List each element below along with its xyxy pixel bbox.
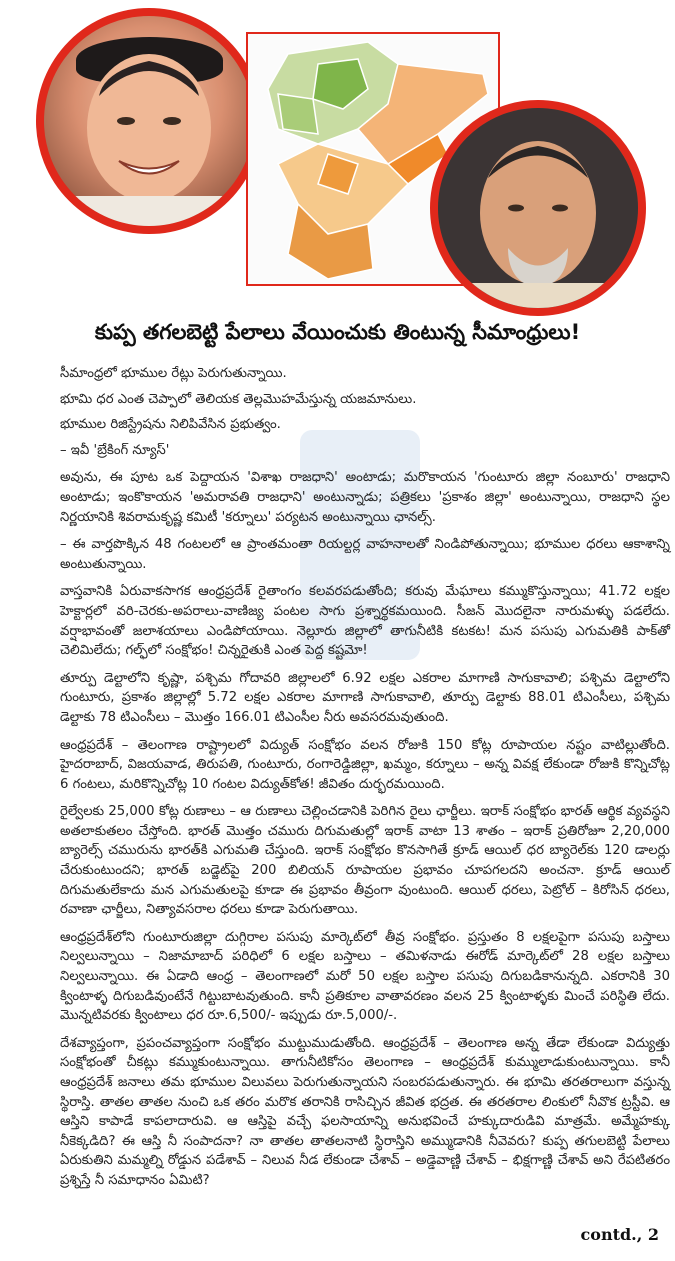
article-paragraph: వాస్తవానికి ఏరువాకసాగక ఆంధ్రప్రదేశ్ రైతాంగం కలవరపడుతోంది; కరువు మేఘాలు కమ్ముకొస్తున్నాయి; 41.72 లక్షల హెక్టార్లలో వరి-చెరకు-అపరాలు-వాణిజ్య పంటల సాగు ప్రశ్నార్థకమయింది. సీజన్ మొదలైనా నారుమళ్ళు పడలేదు. వర్షాభావంతో జలాశయాలు ఎండిపోయాయి. నెల్లూరు జిల్లాలో తాగునీటికి కటకట! మన పసుపు ఎగుమతికి పాక్‌తో చెలిమిలేదు; గల్ఫ్‌లో సంక్షోభం! చిన్నరైతుకి ఎంత పెద్ద కష్టమో!: [60, 584, 670, 659]
cbn-portrait: [430, 100, 646, 316]
article-paragraph: ఆంధ్రప్రదేశ్‌లోని గుంటూరుజిల్లా దుగ్గిరాల పసుపు మార్కెట్‌లో తీవ్ర సంక్షోభం. ప్రస్తుతం 8 లక్షలపైగా పసుపు బస్తాలు నిల్వలున్నాయి – నిజామాబాద్ పరిధిలో 6 లక్షల బస్తాలు – తమిళనాడు ఈరోడ్ మార్కెట్‌లో 28 లక్షల బస్తాలు నిల్వలున్నాయి. ఈ ఏడాది ఆంధ్ర – తెలంగాణలో మరో 50 లక్షల బస్తాల పసుపు దిగుబడికానున్నది. ఎకరానికి 30 క్వింటాళ్ళ దిగుబడివుంటేనే గిట్టుబాటవుతుంది. కానీ ప్రతికూల వాతావరణం వలన 25 క్వింటాళ్ళకు మించే పరిస్థితి లేదు. మొన్నటివరకు క్వింటాలు ధర రూ.6,500/- ఇప్పుడు రూ.5,000/-.: [60, 929, 670, 1024]
intro-line: భూముల రిజిస్ట్రేషను నిలిపివేసిన ప్రభుత్వం.: [60, 417, 281, 433]
article-paragraph: – ఈ వార్తపొక్కిన 48 గంటలలో ఆ ప్రాంతమంతా రియల్టర్ల వాహనాలతో నిండిపోతున్నాయి; భూముల ధరలు ఆకాశాన్ని అంటుతున్నాయి.: [60, 537, 670, 572]
intro-line: సీమాంధ్రలో భూముల రేట్లు పెరుగుతున్నాయి.: [60, 366, 287, 381]
article-paragraph: దేశవ్యాప్తంగా, ప్రపంచవ్యాప్తంగా సంక్షోభం ముట్టుముడుతోంది. ఆంధ్రప్రదేశ్ – తెలంగాణ అన్న తేడా లేకుండా విద్యుత్తు సంక్షోభంతో చీకట్లు కమ్ముకుంటున్నాయి. తాగునీటికోసం తెలంగాణ – ఆంధ్రప్రదేశ్ కుమ్ములాడుకుంటున్నాయి. కానీ ఆంధ్రప్రదేశ్ జనాలు తమ భూముల విలువలు పెరుగుతున్నాయని సంబరపడుతున్నారు. ఈ భూమి తరతరాలుగా వస్తున్న స్థిరాస్తి. తాతల తాతల నుంచి ఒక తరం మరొక తరానికి రాసిచ్చిన జీవిత భద్రత. ఈ తరతరాల లింకులో నీవొక ట్రస్టీవి. ఆ ఆస్తిని కాపాడే కాపలాదారువి. ఆ ఆస్తిపై వచ్చే ఫలసాయాన్ని అనుభవించే హక్కుదారుడివి మాత్రమే. అమ్మేహక్కు నీకెక్కడిది? ఈ ఆస్తి నీ సంపాదనా? నా తాతల తాతలనాటి స్థిరాస్తిని అమ్ముడానికి నీవెవరు? కుప్ప తగులబెట్టి పేలాలు ఏరుకుతిని మమ్మల్ని రోడ్డున పడేశావ్ – నిలువ నీడ లేకుండా చేశావ్ – అడ్డెవాణ్ణి చేశావ్ – భిక్షగాణ్ణి చేశావ్ అని రేపటితరం ప్రశ్నిస్తే నీ సమాధానం ఏమిటి?: [60, 1035, 670, 1188]
article-body: [60, 364, 670, 1199]
hero-image-collage: [0, 0, 675, 300]
article-paragraph: రైల్వేలకు 25,000 కోట్ల రుణాలు – ఆ రుణాలు చెల్లించడానికి పెరిగిన రైలు ఛార్జీలు. ఇరాక్ సంక్షోభం భారత్ ఆర్థిక వ్యవస్థని అతలాకుతలం చేస్తోంది. భారత్ మొత్తం చమురు దిగుమతుల్లో ఇరాక్ వాటా 13 శాతం – ఇరాక్ ప్రతిరోజూ 2,20,000 బ్యారెల్స్ చమురును భారత్‌కి ఎగుమతి చేస్తుంది. ఇరాక్ సంక్షోభం కొనసాగితే క్రూడ్ ఆయిల్ ధర బ్యారెల్‌కు 120 డాలర్లు చేరుకుంటుందని; భారత్ బడ్జెట్‌పై 200 బిలియన్ రూపాయల ప్రభావం చూపగలదని అంచనా. క్రూడ్ ఆయిల్ దిగుమతులేకాదు మన ఎగుమతులపై కూడా ఈ ప్రభావం తీవ్రంగా వుంటుంది. ఆయిల్ ధరలు, పెట్రోల్ – కిరోసిన్ ధరలు, రవాణా ఛార్జీలు, నిత్యావసరాల ధరలు కూడా పెరుగుతాయి.: [60, 804, 670, 918]
continued-marker: contd., 2: [580, 1225, 659, 1244]
kcr-portrait: [36, 8, 262, 234]
article-paragraph: ఆంధ్రప్రదేశ్ – తెలంగాణ రాష్ట్రాలలో విద్యుత్ సంక్షోభం వలన రోజుకి 150 కోట్ల రూపాయల నష్టం వాటిల్లుతోంది. హైదరాబాద్, విజయవాడ, తిరుపతి, గుంటూరు, రంగారెడ్డిజిల్లా, ఖమ్మం, కర్నూలు – అన్న వివక్ష లేకుండా రోజుకి కొన్నిచోట్ల 6 గంటలు, మరికొన్నిచోట్ల 10 గంటల విద్యుత్‌కోత! జీవితం దుర్భరమయింది.: [60, 737, 670, 792]
intro-line: భూమి ధర ఎంత చెప్పాలో తెలియక తెల్లమొహమేస్తున్న యజమానులు.: [60, 391, 417, 407]
article-paragraph: తూర్పు డెల్టాలోని కృష్ణా, పశ్చిమ గోదావరి జిల్లాలలో 6.92 లక్షల ఎకరాల మాగాణి సాగుకావాలి; పశ్చిమ డెల్టాలోని గుంటూరు, ప్రకాశం జిల్లాల్లో 5.72 లక్షల ఎకరాల మాగాణి సాగుకావాలి, తూర్పు డెల్టాకు 88.01 టిఎంసీలు, పశ్చిమ డెల్టాకు 78 టిఎంసీలు – మొత్తం 166.01 టిఎంసీల నీరు అవసరమవుతుంది.: [60, 670, 670, 725]
article-headline: కుప్ప తగలబెట్టి పేలాలు వేయించుకు తింటున్న సీమాంధ్రులు!: [94, 320, 581, 344]
article-paragraph: అవును, ఈ పూట ఒక పెద్దాయన 'విశాఖ రాజధాని' అంటాడు; మరొకాయన 'గుంటూరు జిల్లా నంబూరు' రాజధాని అంటాడు; ఇంకొకాయన 'అమరావతి రాజధాని' అంటున్నాడు; పత్రికలు 'ప్రకాశం జిల్లా' అంటున్నాయి, రాజధాని స్థల నిర్ణయానికి శివరామకృష్ణ కమిటీ 'కర్నూలు' పర్యటన అంటున్నాయి ఛానల్స్.: [60, 470, 670, 525]
intro-line: – ఇవీ 'బ్రేకింగ్ న్యూస్': [60, 442, 170, 458]
